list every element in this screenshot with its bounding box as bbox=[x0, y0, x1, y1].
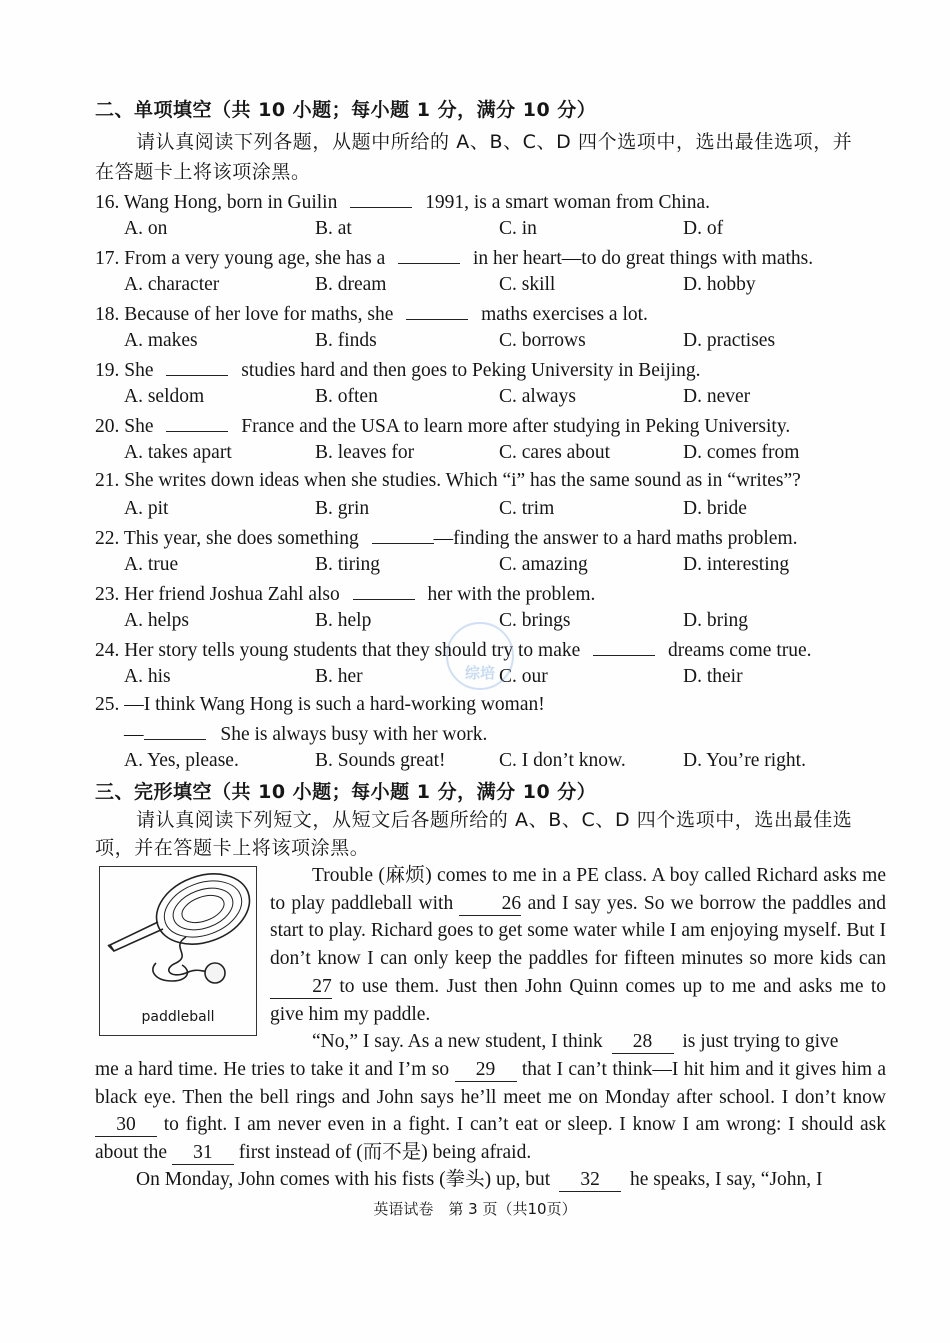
question-stem: 17. From a very young age, she has a bbox=[95, 248, 386, 269]
passage-paragraph-3: On Monday, John comes with his fists (拳头) up, but 32 he speaks, I say, “John, I bbox=[136, 1169, 823, 1190]
passage-paragraph-2-line1: “No,” I say. As a new student, I think 28 is just trying to give bbox=[312, 1031, 839, 1052]
answer-blank bbox=[406, 299, 468, 320]
option-a: A. makes bbox=[124, 330, 198, 351]
option-a: A. Yes, please. bbox=[124, 750, 239, 771]
option-c: C. always bbox=[499, 386, 576, 407]
option-a: A. on bbox=[124, 218, 168, 239]
question-stem-end: maths exercises a lot. bbox=[481, 304, 648, 325]
option-a: A. true bbox=[124, 554, 179, 575]
option-b: B. tiring bbox=[315, 554, 381, 575]
option-b: B. dream bbox=[315, 274, 387, 295]
option-d: D. bring bbox=[683, 610, 748, 631]
blank-27: 27 bbox=[270, 976, 332, 999]
section3-instruction-line1: 请认真阅读下列短文，从短文后各题所给的 A、B、C、D 四个选项中，选出最佳选 bbox=[136, 809, 853, 831]
option-a: A. seldom bbox=[124, 386, 205, 407]
question-stem-end: France and the USA to learn more after studying in Peking University. bbox=[241, 416, 791, 437]
question-stem-end: —finding the answer to a hard maths problem. bbox=[433, 528, 798, 549]
question-stem-end: in her heart—to do great things with maths. bbox=[473, 248, 814, 269]
option-c: C. cares about bbox=[499, 442, 611, 463]
option-d: D. comes from bbox=[683, 442, 800, 463]
blank-29: 29 bbox=[455, 1059, 517, 1082]
answer-blank bbox=[144, 719, 206, 740]
option-c: C. I don’t know. bbox=[499, 750, 626, 771]
question-stem: 21. She writes down ideas when she studies. Which “i” has the same sound as in “writes”? bbox=[95, 470, 801, 491]
option-d: D. hobby bbox=[683, 274, 756, 295]
blank-32: 32 bbox=[559, 1169, 621, 1192]
option-d: D. bride bbox=[683, 498, 747, 519]
option-b: B. help bbox=[315, 610, 372, 631]
option-b: B. grin bbox=[315, 498, 370, 519]
paddleball-icon bbox=[100, 867, 256, 1007]
section2-instruction-line2: 在答题卡上将该项涂黑。 bbox=[95, 161, 311, 183]
answer-blank bbox=[166, 355, 228, 376]
answer-blank bbox=[593, 635, 655, 656]
question-stem: 16. Wang Hong, born in Guilin bbox=[95, 192, 338, 213]
question-stem: 19. She bbox=[95, 360, 154, 381]
answer-blank bbox=[166, 411, 228, 432]
answer-blank bbox=[398, 243, 460, 264]
question-stem: 23. Her friend Joshua Zahl also bbox=[95, 584, 340, 605]
blank-31: 31 bbox=[172, 1142, 234, 1165]
question-22 bbox=[95, 523, 798, 553]
option-d: D. never bbox=[683, 386, 751, 407]
question-17 bbox=[95, 243, 813, 273]
option-c: C. borrows bbox=[499, 330, 586, 351]
section2-heading: 二、单项填空（共 10 小题；每小题 1 分，满分 10 分） bbox=[95, 99, 597, 121]
blank-26: 26 bbox=[459, 893, 521, 916]
option-b: B. her bbox=[315, 666, 363, 687]
page-footer: 英语试卷 第 3 页（共10页） bbox=[373, 1200, 577, 1218]
question-stem-end: studies hard and then goes to Peking University in Beijing. bbox=[241, 360, 701, 381]
option-c: C. our bbox=[499, 666, 548, 687]
question-18 bbox=[95, 299, 648, 329]
option-a: A. helps bbox=[124, 610, 189, 631]
question-stem: 24. Her story tells young students that they should try to make bbox=[95, 640, 581, 661]
option-b: B. Sounds great! bbox=[315, 750, 446, 771]
option-a: A. his bbox=[124, 666, 171, 687]
answer-blank bbox=[350, 187, 412, 208]
option-b: B. finds bbox=[315, 330, 377, 351]
watermark-text: 综培 bbox=[464, 664, 495, 682]
section3-heading: 三、完形填空（共 10 小题；每小题 1 分，满分 10 分） bbox=[95, 781, 597, 803]
question-16 bbox=[95, 187, 710, 217]
question-23 bbox=[95, 579, 595, 609]
question-stem-end: dreams come true. bbox=[668, 640, 812, 661]
section3-instruction-line2: 项，并在答题卡上将该项涂黑。 bbox=[95, 837, 370, 859]
question-stem: 18. Because of her love for maths, she bbox=[95, 304, 394, 325]
option-c: C. in bbox=[499, 218, 537, 239]
option-b: B. often bbox=[315, 386, 378, 407]
watermark-seal bbox=[446, 622, 514, 690]
option-c: C. skill bbox=[499, 274, 556, 295]
blank-28: 28 bbox=[612, 1031, 674, 1054]
answer-blank bbox=[372, 523, 434, 544]
question-21 bbox=[95, 467, 801, 495]
question-20 bbox=[95, 411, 790, 441]
option-b: B. at bbox=[315, 218, 352, 239]
option-d: D. of bbox=[683, 218, 724, 239]
figure-caption: paddleball bbox=[141, 1009, 215, 1025]
option-d: D. their bbox=[683, 666, 743, 687]
option-d: D. You’re right. bbox=[683, 750, 806, 771]
option-d: D. practises bbox=[683, 330, 776, 351]
option-c: C. brings bbox=[499, 610, 571, 631]
question-25-reply: — She is always busy with her work. bbox=[124, 719, 487, 749]
question-25: 25. —I think Wang Hong is such a hard-working woman! bbox=[95, 694, 545, 715]
question-19 bbox=[95, 355, 701, 385]
question-stem: 22. This year, she does something bbox=[95, 528, 359, 549]
blank-30: 30 bbox=[95, 1114, 157, 1137]
passage-paragraph-2: me a hard time. He tries to take it and I’m so 29 that I can’t think—I hit him and it gives him a black eye. Then the bell rings and John says he’ll meet me on Monday after school. I don’t know 30 to fight. I am never even in a fight. I can’t eat or sleep. I know I am wrong: I should ask about the 31 first instead of (而不是) being afraid. bbox=[95, 1059, 887, 1164]
option-a: A. takes apart bbox=[124, 442, 232, 463]
question-stem-end: her with the problem. bbox=[427, 584, 596, 605]
option-c: C. amazing bbox=[499, 554, 588, 575]
option-d: D. interesting bbox=[683, 554, 790, 575]
option-a: A. pit bbox=[124, 498, 169, 519]
option-c: C. trim bbox=[499, 498, 555, 519]
question-stem-end: 1991, is a smart woman from China. bbox=[425, 192, 710, 213]
passage-paragraph-1: Trouble (麻烦) comes to me in a PE class. A boy called Richard asks me to play paddleball with 26 and I say yes. So we borrow the paddles and start to play. Richard goes to get some water while I am enjoying myself. But I don’t know I can only keep the paddles for fifteen minutes so more kids can 27 to use them. Just then John Quinn comes up to me and asks me to give him my paddle. bbox=[270, 865, 887, 1025]
question-stem: 20. She bbox=[95, 416, 154, 437]
option-a: A. character bbox=[124, 274, 220, 295]
paddleball-figure bbox=[99, 866, 257, 1036]
section2-instruction-line1: 请认真阅读下列各题，从题中所给的 A、B、C、D 四个选项中，选出最佳选项，并 bbox=[136, 131, 853, 153]
option-b: B. leaves for bbox=[315, 442, 415, 463]
answer-blank bbox=[353, 579, 415, 600]
